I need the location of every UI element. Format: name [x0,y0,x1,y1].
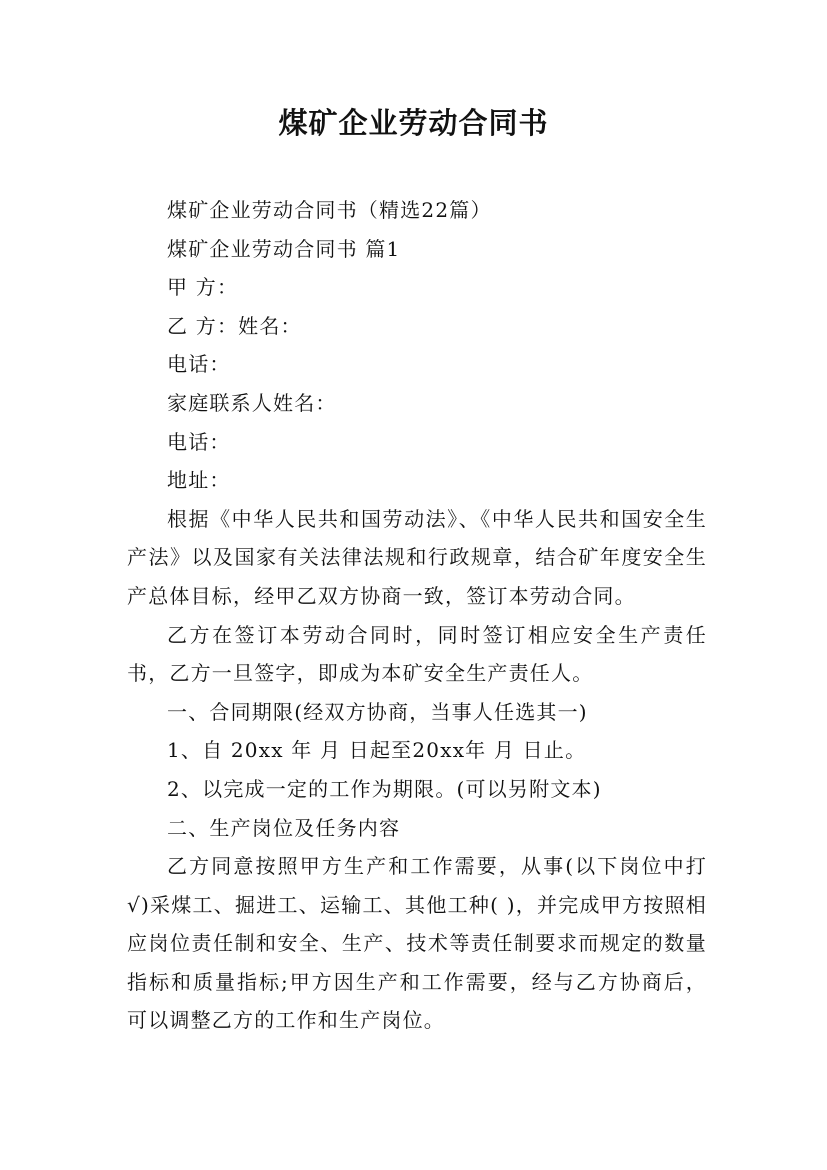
document-body [127,191,707,1040]
field-party-a: 甲 方： [167,275,239,300]
paragraph-section-heading: 煤矿企业劳动合同书 篇1 [167,236,401,261]
paragraph-job-duties: 乙方同意按照甲方生产和工作需要，从事(以下岗位中打√)采煤工、掘进工、运输工、其他工种( )，并完成甲方按照相应岗位责任制和安全、生产、技术等责任制要求而规定的数量指标和质量指标;甲方因生产和工作需要，经与乙方协商后，可以调整乙方的工作和生产岗位。 [127,854,707,1033]
field-family-contact-name: 家庭联系人姓名： [167,390,337,415]
heading-contract-term: 一、合同期限(经双方协商，当事人任选其一) [167,699,588,724]
paragraph-safety-responsibility: 乙方在签订本劳动合同时，同时签订相应安全生产责任书，乙方一旦签字，即成为本矿安全生产责任人。 [127,622,707,686]
term-option-2: 2、以完成一定的工作为期限。(可以另附文本) [167,776,602,801]
document-title: 煤矿企业劳动合同书 [278,106,549,140]
field-family-contact-phone: 电话： [167,429,231,454]
field-phone: 电话： [167,352,231,377]
heading-job-position: 二、生产岗位及任务内容 [167,815,401,840]
paragraph-legal-basis: 根据《中华人民共和国劳动法》、《中华人民共和国安全生产法》以及国家有关法律法规和行政规章，结合矿年度安全生产总体目标，经甲乙双方协商一致，签订本劳动合同。 [127,506,707,608]
term-option-1: 1、自 20xx 年 月 日起至20xx年 月 日止。 [167,738,587,763]
field-party-b-name: 乙 方：姓名： [167,313,302,338]
field-address: 地址： [167,468,231,493]
paragraph-subtitle: 煤矿企业劳动合同书（精选22篇） [167,198,492,222]
